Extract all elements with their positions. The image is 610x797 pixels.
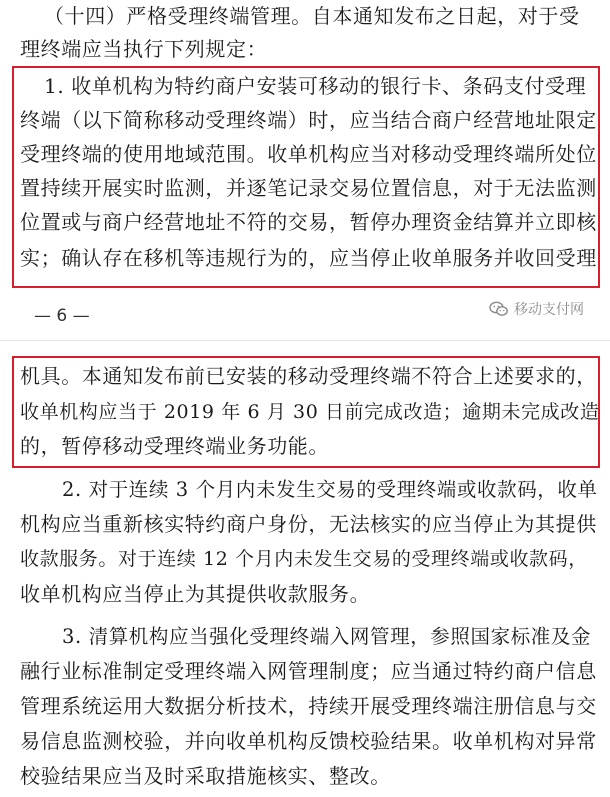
text-line: 受理终端的使用地域范围。收单机构应当对移动受理终端所处位 [20, 142, 597, 166]
text-line: 机构应当重新核实特约商户身份，无法核实的应当停止为其提供 [20, 512, 597, 536]
text-line: 的，暂停移动受理终端业务功能。 [20, 434, 329, 458]
watermark-text: 移动支付网 [514, 302, 584, 318]
watermark [489, 299, 584, 319]
text-line: 实；确认存在移机等违规行为的，应当停止收单服务并收回受理 [20, 246, 597, 270]
wechat-icon [489, 301, 509, 317]
text-line: 融行业标准制定受理终端入网管理制度；应当通过特约商户信息 [20, 659, 597, 683]
text-line: 机具。本通知发布前已安装的移动受理终端不符合上述要求的， [20, 364, 597, 388]
text-line: 终端（以下简称移动受理终端）时，应当结合商户经营地址限定 [20, 108, 597, 132]
text-line: 置持续开展实时监测，并逐笔记录交易位置信息，对于无法监测 [20, 176, 597, 200]
text-line: 3. 清算机构应当强化受理终端入网管理，参照国家标准及金 [62, 625, 592, 648]
text-line: 位置或与商户经营地址不符的交易，暂停办理资金结算并立即核 [20, 210, 597, 234]
page-divider [0, 340, 610, 341]
text-line: 管理系统运用大数据分析技术，持续开展受理终端注册信息与交 [20, 694, 597, 718]
text-line: 1. 收单机构为特约商户安装可移动的银行卡、条码支付受理 [44, 74, 587, 98]
text-line: 校验结果应当及时采取措施核实、整改。 [20, 764, 391, 788]
page-number: — 6 — [34, 306, 90, 326]
text-line: 理终端应当执行下列规定： [20, 37, 268, 61]
text-line: 收单机构应当停止为其提供收款服务。 [20, 582, 371, 606]
text-line: 2. 对于连续 3 个月内未发生交易的受理终端或收款码，收单 [62, 478, 598, 501]
text-line: 收款服务。对于连续 12 个月内未发生交易的受理终端或收款码， [20, 548, 588, 570]
text-line: 收单机构应当于 2019 年 6 月 30 日前完成改造；逾期未完成改造 [20, 401, 600, 423]
text-line: 易信息监测校验，并向收单机构反馈校验结果。收单机构对异常 [20, 729, 597, 753]
text-line: （十四）严格受理终端管理。自本通知发布之日起，对于受 [44, 4, 580, 28]
